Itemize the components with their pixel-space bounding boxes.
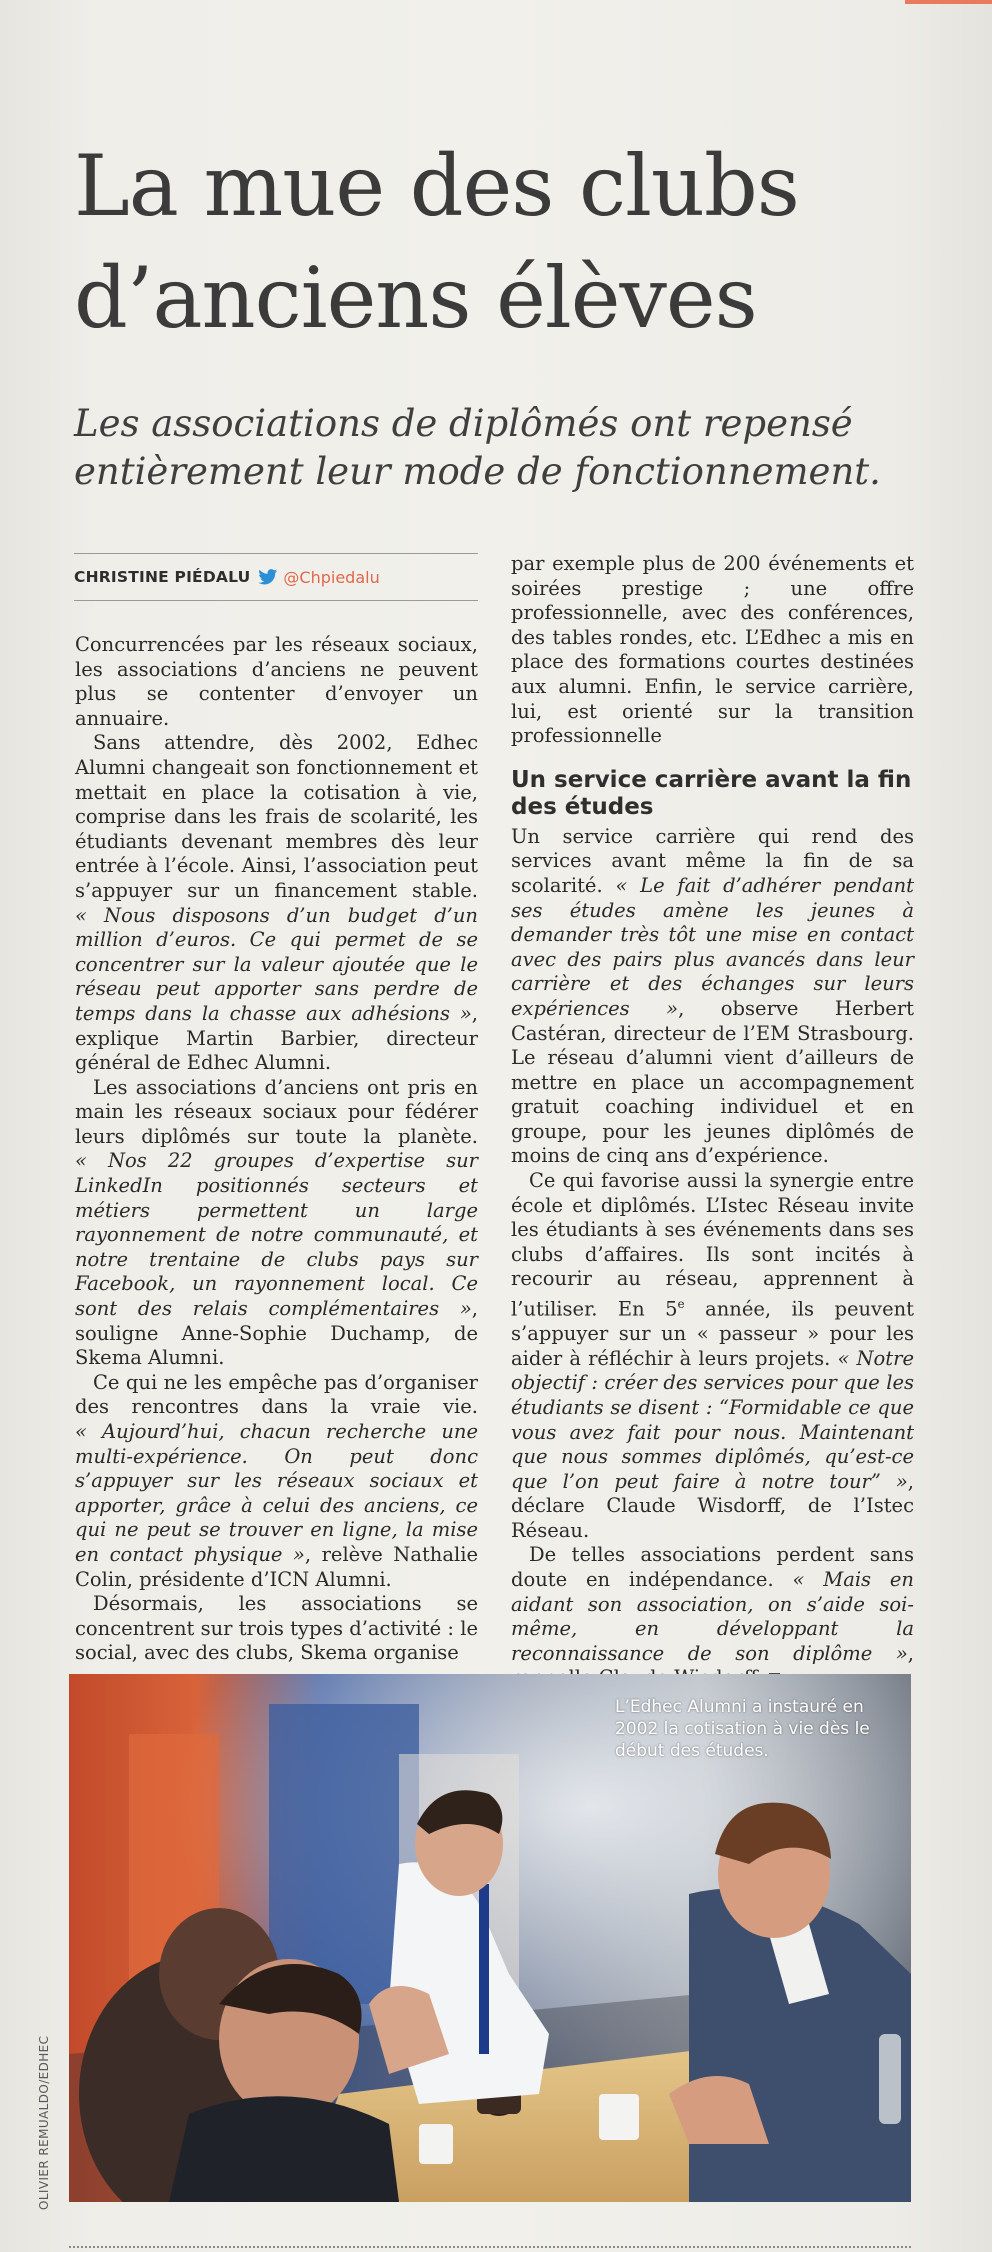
photo-credit: OLIVIER REMUALDO/EDHEC <box>37 2035 51 2210</box>
article-column-left <box>75 633 478 1666</box>
paragraph: Les associations d’anciens ont pris en main les réseaux sociaux pour fédérer leurs diplômés sur toute la planète. « Nos 22 groupes d’expertise sur LinkedIn positionnés secteurs et métiers permettent un large rayonnement de notre communauté, et notre trentaine de clubs pays sur Facebook, un rayonnement local. Ce sont des relais complémentaires », souligne Anne-Sophie Duchamp, de Skema Alumni. <box>75 1075 478 1370</box>
headline: La mue des clubs d’anciens élèves <box>74 137 799 347</box>
paragraph: par exemple plus de 200 événements et soirées prestige ; une offre professionnelle, avec des conférences, des tables rondes, etc. L’Edhec a mis en place des formations courtes destinées aux alumni. Enfin, le service carrière, lui, est orienté sur la transition professionnelle <box>511 552 914 748</box>
twitter-handle: @Chpiedalu <box>283 567 380 587</box>
paragraph: De telles associations perdent sans doute en indépendance. « Mais en aidant son association, on s’aide soi-même, en développant la reconnaissance de son diplôme », <box>511 1543 914 1691</box>
paragraph: Ce qui ne les empêche pas d’organiser des rencontres dans la vraie vie. « Aujourd’hui, chacun recherche une multi-expérience. On peut donc s’appuyer sur les réseaux sociaux et apporter, grâce à celui des anciens, ce qui ne peut se trouver en ligne, la mise en contact physique », relève Nathalie Colin, présidente d’ICN Alumni. <box>75 1370 478 1591</box>
author-name: CHRISTINE PIÉDALU <box>74 568 251 586</box>
article-column-right <box>511 552 914 1691</box>
article-photo <box>69 1674 911 2202</box>
bottom-dotted-rule <box>69 2246 911 2248</box>
subheading: Un service carrière avant la fin des études <box>511 766 912 820</box>
paragraph: Un service carrière qui rend des services avant même la fin de sa scolarité. « Le fait d’adhérer pendant ses études amène les jeunes à demander très tôt une mise en contact avec des pairs plus avancés dans leur carrière et des échanges sur leurs expériences », observe Herbert Castéran, directeur de l’EM Strasbourg. Le réseau d’alumni vient d’ailleurs de mettre en place un accompagnement gratuit coaching individuel et en groupe, pour les jeunes diplômés de moins de cinq ans d’expérience. <box>511 824 914 1168</box>
paragraph: Concurrencées par les réseaux sociaux, les associations d’anciens ne peuvent plus se contenter d’envoyer un annuaire. <box>75 633 478 730</box>
twitter-bird-icon <box>258 569 278 585</box>
byline <box>74 553 478 601</box>
paragraph: Désormais, les associations se concentrent sur trois types d’activité : le social, avec des clubs, Skema organise <box>75 1592 478 1665</box>
paragraph: Ce qui favorise aussi la synergie entre école et diplômés. L’Istec Réseau invite les étudiants à ses événements dans ses clubs d’affaires. Ils sont incités à recourir au réseau, apprennent à l’utiliser. En 5e année, ils peuvent s’appuyer sur un « passeur » pour les aider à réfléchir à leurs projets. « Notre objectif : créer des services pour que les étudiants se disent : “Formidable ce que vous avez fait pour nous. Maintenant que nous sommes diplômés, qu’est-ce que l’on peut faire à notre tour” », déclare Claude Wisdorff, de l’Istec Réseau. <box>511 1169 914 1542</box>
photo-caption: L’Edhec Alumni a instauré en 2002 la cotisation à vie dès le début des études. <box>615 1697 870 1761</box>
paragraph: Sans attendre, dès 2002, Edhec Alumni changeait son fonctionnement et mettait en place la cotisation à vie, comprise dans les frais de scolarité, les étudiants devenant membres dès leur entrée à l’école. Ainsi, l’association peut s’appuyer sur un financement stable. « Nous disposons d’un budget d’un million d’euros. Ce qui permet de se concentrer sur la valeur ajoutée que le réseau peut apporter sans perdre de temps dans la chasse aux adhésions », explique Martin Barbier, directeur général de Edhec Alumni. <box>75 731 478 1075</box>
top-color-rule <box>905 0 992 4</box>
standfirst: Les associations de diplômés ont repensé entièrement leur mode de fonctionnement. <box>74 402 881 493</box>
